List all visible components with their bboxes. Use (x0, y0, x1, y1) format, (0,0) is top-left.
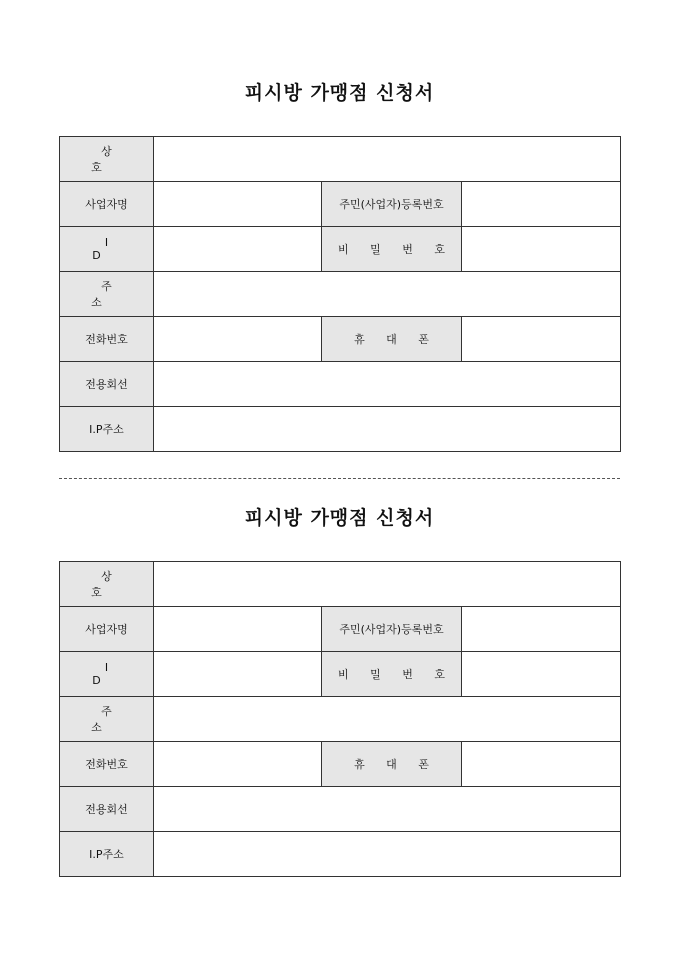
leased-line-field[interactable] (154, 362, 621, 407)
form-title: 피시방 가맹점 신청서 (244, 507, 435, 529)
ip-address-label: I.P주소 (60, 407, 154, 452)
cut-line-divider (59, 478, 620, 479)
row-address (60, 272, 621, 317)
reg-number-field[interactable] (462, 182, 621, 227)
id-label: I D (60, 227, 154, 272)
row-phone (60, 742, 621, 787)
business-name-field[interactable] (154, 607, 322, 652)
address-label: 주 소 (60, 697, 154, 742)
business-name-label: 사업자명 (60, 182, 154, 227)
application-form-2 (59, 505, 620, 877)
row-address (60, 697, 621, 742)
row-phone (60, 317, 621, 362)
form-table (59, 136, 621, 452)
password-field[interactable] (462, 652, 621, 697)
form-title: 피시방 가맹점 신청서 (244, 82, 435, 104)
company-field[interactable] (154, 562, 621, 607)
leased-line-field[interactable] (154, 787, 621, 832)
row-ip (60, 832, 621, 877)
row-company (60, 137, 621, 182)
id-label: I D (60, 652, 154, 697)
mobile-field[interactable] (462, 317, 621, 362)
id-field[interactable] (154, 227, 322, 272)
leased-line-label: 전용회선 (60, 362, 154, 407)
reg-number-field[interactable] (462, 607, 621, 652)
phone-field[interactable] (154, 317, 322, 362)
phone-label: 전화번호 (60, 317, 154, 362)
form-table (59, 561, 621, 877)
company-field[interactable] (154, 137, 621, 182)
row-leased-line (60, 787, 621, 832)
company-label: 상 호 (60, 562, 154, 607)
row-company (60, 562, 621, 607)
mobile-label: 휴 대 폰 (322, 317, 462, 362)
business-name-label: 사업자명 (60, 607, 154, 652)
address-field[interactable] (154, 272, 621, 317)
id-field[interactable] (154, 652, 322, 697)
ip-address-field[interactable] (154, 832, 621, 877)
phone-field[interactable] (154, 742, 322, 787)
ip-address-label: I.P주소 (60, 832, 154, 877)
password-field[interactable] (462, 227, 621, 272)
reg-number-label: 주민(사업자)등록번호 (322, 182, 462, 227)
row-id (60, 227, 621, 272)
application-form-1 (59, 80, 620, 452)
business-name-field[interactable] (154, 182, 322, 227)
mobile-field[interactable] (462, 742, 621, 787)
address-label: 주 소 (60, 272, 154, 317)
mobile-label: 휴 대 폰 (322, 742, 462, 787)
password-label: 비 밀 번 호 (322, 227, 462, 272)
ip-address-field[interactable] (154, 407, 621, 452)
row-business (60, 182, 621, 227)
reg-number-label: 주민(사업자)등록번호 (322, 607, 462, 652)
company-label: 상 호 (60, 137, 154, 182)
row-business (60, 607, 621, 652)
row-ip (60, 407, 621, 452)
phone-label: 전화번호 (60, 742, 154, 787)
row-leased-line (60, 362, 621, 407)
row-id (60, 652, 621, 697)
address-field[interactable] (154, 697, 621, 742)
password-label: 비 밀 번 호 (322, 652, 462, 697)
leased-line-label: 전용회선 (60, 787, 154, 832)
